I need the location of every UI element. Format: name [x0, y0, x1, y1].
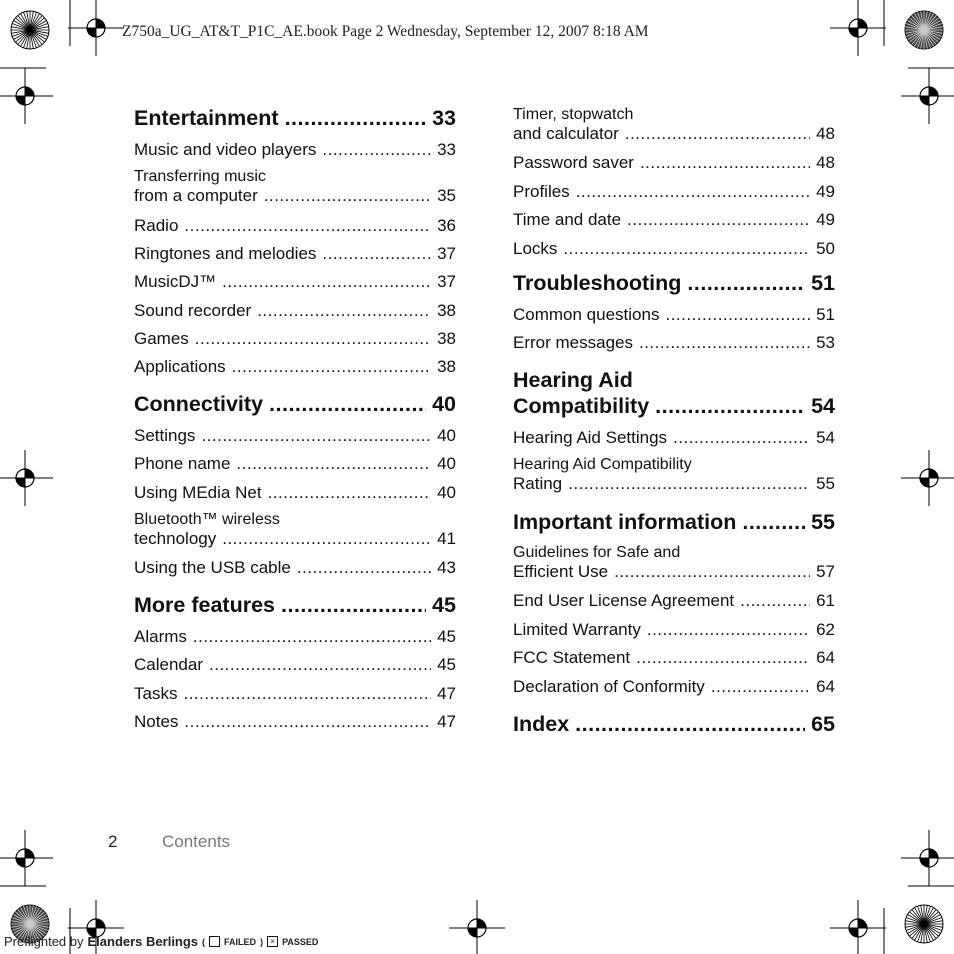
crosshair-mark: [0, 68, 53, 124]
entry-page-number: 38: [437, 300, 456, 320]
section-page-number: 33: [432, 106, 456, 130]
toc-entry[interactable]: [513, 677, 835, 696]
entry-title: Profiles: [513, 181, 570, 201]
crosshair-mark: [830, 0, 886, 56]
entry-page-number: 33: [437, 140, 456, 159]
toc-entry[interactable]: [134, 454, 456, 473]
entry-title: Tasks: [134, 683, 178, 703]
section-heading[interactable]: Entertainment ..... 33: [134, 106, 456, 131]
book-header: Z750a_UG_AT&T_P1C_AE.book Page 2 Wednesday, September 12, 2007 8:18 AM: [122, 23, 649, 40]
crosshair-mark: [0, 830, 53, 886]
passed-checkbox: ×: [267, 936, 278, 947]
failed-checkbox: [209, 936, 220, 947]
entry-page-number: 64: [816, 676, 835, 696]
section-heading[interactable]: Important information ..... 55: [513, 510, 835, 535]
entry-page-number: 35: [437, 186, 456, 206]
section-page-number: 45: [432, 593, 456, 617]
section-heading[interactable]: Hearing Aid: [513, 368, 633, 392]
crosshair-mark: [0, 450, 53, 506]
failed-label: FAILED: [224, 936, 257, 947]
toc-entry[interactable]: [134, 655, 456, 674]
toc-entry[interactable]: [513, 648, 835, 667]
section-heading[interactable]: Troubleshooting ..... 51: [513, 271, 835, 296]
toc-entry[interactable]: [134, 558, 456, 577]
toc-entry[interactable]: [134, 712, 456, 731]
entry-title: Settings: [134, 426, 196, 445]
crosshair-mark: [901, 450, 954, 506]
toc-entry[interactable]: [134, 357, 456, 376]
entry-title: Calendar: [134, 655, 203, 675]
entry-title: Applications: [134, 357, 226, 377]
preflight-brand: Elanders Berlings: [87, 934, 199, 949]
entry-title: Password saver: [513, 153, 634, 173]
toc-entry[interactable]: [134, 511, 456, 548]
entry-title: Radio: [134, 215, 179, 235]
toc-entry[interactable]: [513, 210, 835, 229]
toc-entry[interactable]: [513, 182, 835, 201]
entry-page-number: 49: [816, 181, 835, 201]
toc-entry[interactable]: [134, 244, 456, 263]
entry-page-number: 37: [437, 243, 456, 263]
toc-entry[interactable]: [134, 627, 456, 646]
section-heading[interactable]: Index ..... 65: [513, 712, 835, 737]
entry-page-number: 41: [437, 528, 456, 548]
entry-title: Limited Warranty: [513, 619, 641, 639]
entry-title: and calculator: [513, 124, 619, 143]
entry-title: Notes: [134, 711, 179, 731]
toc-entry[interactable]: [134, 329, 456, 348]
section-page-number: 54: [811, 394, 835, 418]
entry-page-number: 37: [437, 272, 456, 292]
toc-entry[interactable]: [134, 426, 456, 445]
entry-title: Using MEdia Net: [134, 482, 262, 502]
entry-page-number: 40: [437, 482, 456, 502]
entry-page-number: 40: [437, 426, 456, 445]
toc-entry[interactable]: [513, 591, 835, 610]
entry-page-number: 53: [816, 333, 835, 353]
entry-title: MusicDJ™: [134, 272, 217, 292]
section-page-number: 65: [811, 712, 835, 736]
entry-title: FCC Statement: [513, 648, 631, 668]
entry-page-number: 50: [816, 238, 835, 258]
toc-entry[interactable]: [134, 140, 456, 159]
color-rosette: [905, 905, 943, 943]
entry-title-line: Hearing Aid Compatibility: [513, 456, 692, 474]
toc-entry[interactable]: [513, 544, 835, 581]
crosshair-mark: [901, 68, 954, 124]
entry-page-number: 45: [437, 627, 456, 646]
entry-title: Ringtones and melodies: [134, 243, 317, 263]
entry-title: Phone name: [134, 454, 231, 474]
entry-title: Hearing Aid Settings: [513, 428, 668, 447]
section-heading[interactable]: Connectivity ..... 40: [134, 392, 456, 417]
color-rosette: [905, 11, 943, 49]
entry-page-number: 45: [437, 655, 456, 675]
entry-title: from a computer: [134, 186, 258, 206]
toc-entry[interactable]: [134, 216, 456, 235]
entry-title: Declaration of Conformity: [513, 676, 705, 696]
page-number: 2: [108, 832, 118, 851]
crosshair-mark: [449, 900, 505, 954]
entry-title: End User License Agreement: [513, 591, 735, 611]
entry-page-number: 49: [816, 210, 835, 230]
entry-title: Using the USB cable: [134, 558, 291, 578]
entry-page-number: 62: [816, 619, 835, 639]
toc-entry[interactable]: [513, 153, 835, 172]
entry-page-number: 51: [816, 305, 835, 324]
toc-entry[interactable]: [134, 483, 456, 502]
footer-section-title: Contents: [162, 832, 231, 851]
entry-page-number: 64: [816, 648, 835, 668]
crosshair-mark: [830, 900, 886, 954]
entry-title-line: Timer, stopwatch: [513, 106, 634, 123]
entry-page-number: 47: [437, 683, 456, 703]
toc-entry[interactable]: [134, 301, 456, 320]
entry-page-number: 61: [816, 591, 835, 611]
entry-title: Time and date: [513, 210, 622, 230]
color-rosette: [11, 11, 49, 49]
entry-title: Sound recorder: [134, 300, 252, 320]
section-page-number: 40: [432, 392, 456, 416]
entry-title: Music and video players: [134, 140, 317, 159]
entry-title-line: Guidelines for Safe and: [513, 544, 681, 561]
toc-entry[interactable]: [134, 168, 456, 205]
toc-entry[interactable]: [513, 106, 835, 143]
entry-title: Rating: [513, 474, 563, 494]
crosshair-mark: [901, 830, 954, 886]
toc-entry[interactable]: [513, 620, 835, 639]
section-heading[interactable]: Compatibility ..... 54: [513, 394, 835, 419]
entry-title-line: Bluetooth™ wireless: [134, 510, 280, 528]
preflight-stamp: Preflighted by Elanders Berlings ( FAILED ) × PASSED: [4, 934, 319, 949]
section-heading[interactable]: More features ..... 45: [134, 593, 456, 618]
entry-page-number: 54: [816, 428, 835, 447]
entry-page-number: 40: [437, 454, 456, 474]
entry-title: Error messages: [513, 333, 633, 353]
toc-entry[interactable]: [513, 456, 835, 493]
entry-title: Games: [134, 328, 189, 348]
toc-entry[interactable]: [513, 428, 835, 447]
entry-title: Efficient Use: [513, 562, 609, 581]
entry-page-number: 38: [437, 357, 456, 377]
preflight-label: Preflighted by: [4, 934, 84, 949]
toc-entry[interactable]: [513, 333, 835, 352]
entry-title: Common questions: [513, 305, 660, 324]
entry-title: technology: [134, 528, 217, 548]
entry-page-number: 55: [816, 474, 835, 494]
entry-title-line: Transferring music: [134, 168, 266, 186]
entry-page-number: 43: [437, 558, 456, 578]
entry-page-number: 48: [816, 124, 835, 143]
passed-label: PASSED: [282, 936, 319, 947]
toc-entry[interactable]: [134, 684, 456, 703]
toc-entry[interactable]: [513, 239, 835, 258]
entry-title: Locks: [513, 238, 558, 258]
toc-entry[interactable]: [134, 272, 456, 291]
entry-page-number: 57: [816, 562, 835, 581]
entry-page-number: 38: [437, 328, 456, 348]
section-page-number: 55: [811, 510, 835, 534]
entry-page-number: 47: [437, 711, 456, 731]
entry-page-number: 48: [816, 153, 835, 173]
toc-entry[interactable]: [513, 305, 835, 324]
entry-title: Alarms: [134, 627, 187, 646]
crosshair-mark: [68, 0, 124, 56]
section-page-number: 51: [811, 271, 835, 295]
entry-page-number: 36: [437, 215, 456, 235]
